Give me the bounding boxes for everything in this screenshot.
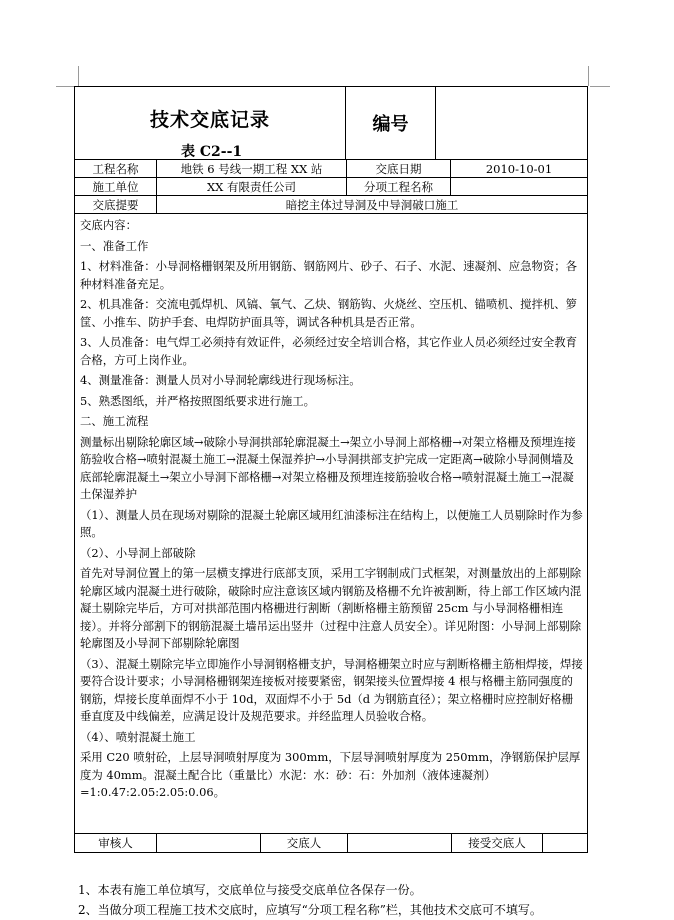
number-label: 编号 [346,87,436,159]
project-name-row [74,160,588,178]
content-paragraph: 采用 C20 喷射砼，上层导洞喷射厚度为 300mm，下层导洞喷射厚度为 250mm，净钢筋保护层厚度为 40mm。混凝土配合比（重量比）水泥：水：砂：石：外加剂（液体速凝剂）=1:0.47:2.05:2.05:0.06。 [80,750,581,799]
record-title: 技术交底记录 [149,109,270,131]
discloser-value [348,834,452,852]
subproject-name-value [451,178,587,195]
summary-value: 暗挖主体过导洞及中导洞破口施工 [285,197,459,212]
briefing-content [74,214,588,834]
reviewer-value [157,834,261,852]
content-paragraph: 2、机具准备：交流电弧焊机、风镐、氧气、乙炔、钢筋钩、火烧丝、空压机、锚喷机、搅拌机、箩筐、小推车、防护手套、电焊防护面具等，调试各种机具是否正常。 [80,297,578,329]
reviewer-label: 审核人 [75,834,157,852]
record-header [74,86,588,160]
contractor-row [74,178,588,196]
briefing-date-value: 2010-10-01 [485,161,553,176]
content-paragraph: 3、人员准备：电气焊工必须持有效证件，必须经过安全培训合格，其它作业人员必须经过安全教育合格，方可上岗作业。 [80,335,578,367]
contractor-label: 施工单位 [75,178,157,195]
content-paragraph: 交底内容： [80,218,137,232]
footer-notes [78,880,542,920]
contractor-value: XX 有限责任公司 [157,178,347,195]
crop-mark [78,66,79,86]
receiver-label: 接受交底人 [452,834,543,852]
subproject-name-label: 分项工程名称 [347,178,451,195]
content-paragraph: （4）、喷射混凝土施工 [80,729,196,744]
crop-mark [590,86,610,87]
signature-row [74,834,588,853]
summary-label: 交底提要 [75,196,157,213]
content-paragraph: （3）、混凝土剔除完毕立即施作小导洞钢格栅支护，导洞格栅架立时应与割断格栅主筋相焊接，焊接要符合设计要求；小导洞格栅钢架连接板对接要紧密，钢架接头位置焊接 4 根与格栅主筋同强度的钢筋，焊接长度单面焊不小于 10d，双面焊不小于 5d（d 为钢筋直径）；架立格栅时应控制好格栅垂直度及中线偏差，应满足设计及规范要求。并经监理人员验收合格。 [80,656,583,723]
crop-mark [56,86,76,87]
content-paragraph: 一、准备工作 [80,238,149,253]
content-paragraph: 首先对导洞位置上的第一层横支撑进行底部支顶，采用工字钢制成门式框架，对测量放出的上部剔除轮廓区域内混凝土进行破除，破除时应注意该区域内钢筋及格栅不允许被割断，待上部工作区域内混凝土剔除完毕后，方可对拱部范围内格栅进行割断（割断格栅主筋预留 25cm 与小导洞格栅相连接）。并将分部割下的钢筋混凝土墙吊运出竖井（过程中注意人员安全）。详见附图：小导洞上部剔除轮廓图及小导洞下部剔除轮廓图 [80,566,582,650]
content-paragraph: 4、测量准备：测量人员对小导洞轮廓线进行现场标注。 [80,373,361,387]
content-paragraph: （2）、小导洞上部破除 [80,545,196,560]
form-number: 表 C2--1 [181,144,243,160]
content-paragraph: 5、熟悉图纸，并严格按照图纸要求进行施工。 [80,393,316,408]
number-value [436,87,587,159]
title-block [75,87,346,159]
crop-mark [588,66,589,86]
technical-briefing-record [74,86,588,853]
content-paragraph: 1、材料准备：小导洞格栅钢架及所用钢筋、钢筋网片、砂子、石子、水泥、速凝剂、应急物资；各种材料准备充足。 [80,259,578,291]
footer-note: 2、当做分项工程施工技术交底时，应填写“分项工程名称”栏，其他技术交底可不填写。 [78,903,542,917]
briefing-date-label: 交底日期 [347,160,451,177]
receiver-value [543,834,587,852]
discloser-label: 交底人 [261,834,348,852]
project-name-value: 地铁 6 号线一期工程 XX 站 [157,160,347,177]
content-paragraph: 二、施工流程 [80,414,149,428]
footer-note: 1、本表有施工单位填写，交底单位与接受交底单位各保存一份。 [78,883,422,897]
content-paragraph: 测量标出剔除轮廓区域→破除小导洞拱部轮廓混凝土→架立小导洞上部格栅→对架立格栅及预埋连接筋验收合格→喷射混凝土施工→混凝土保湿养护→小导洞拱部支护完成一定距离→破除小导洞侧墙及底部轮廓混凝土→架立小导洞下部格栅→对架立格栅及预埋连接筋验收合格→喷射混凝土施工→混凝土保湿养护 [80,434,576,501]
project-name-label: 工程名称 [75,160,157,177]
content-paragraph: （1）、测量人员在现场对剔除的混凝土轮廓区域用红油漆标注在结构上，以便施工人员剔除时作为参照。 [80,507,583,539]
summary-row [74,196,588,214]
